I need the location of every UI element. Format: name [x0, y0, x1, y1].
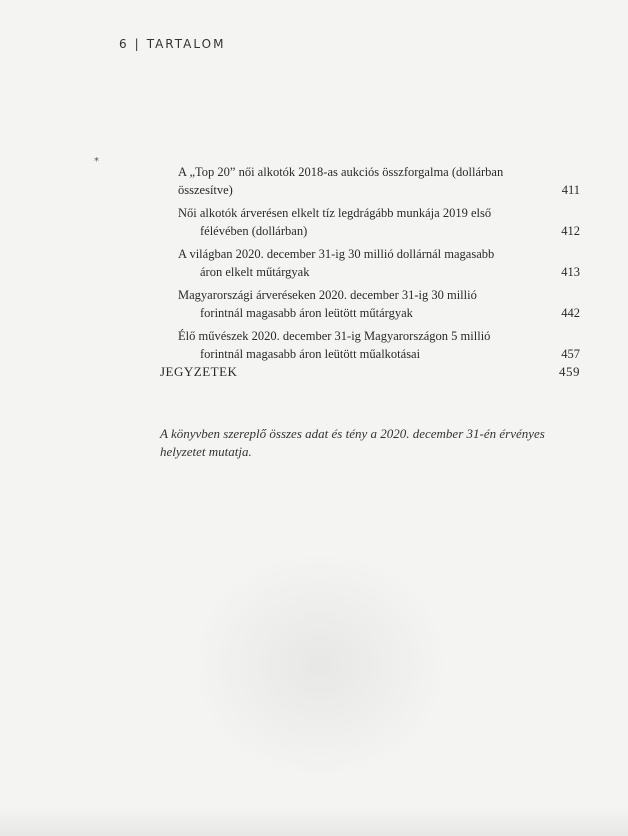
toc-entry-title: Női alkotók árverésen elkelt tíz legdrágább munkája 2019 első — [178, 206, 492, 220]
page-bottom-shade — [0, 806, 628, 836]
toc-entry-page: 413 — [561, 265, 580, 279]
section-title: JEGYZETEK — [160, 364, 238, 379]
running-header — [119, 37, 225, 51]
toc-entry — [178, 327, 580, 363]
toc-entry-title-cont: áron elkelt műtárgyak — [200, 265, 310, 279]
toc-entry — [178, 204, 580, 240]
toc-entry — [178, 245, 580, 281]
toc-section-notes — [160, 364, 580, 380]
margin-marker: * — [94, 156, 99, 167]
section-page: 459 — [559, 364, 580, 379]
toc-entry-page: 457 — [561, 347, 580, 361]
bleed-through-shadow — [190, 550, 450, 780]
toc-entry-title-cont: forintnál magasabb áron leütött műalkotásai — [200, 347, 421, 361]
toc-entry-page: 411 — [561, 183, 580, 197]
data-validity-note: A könyvben szereplő összes adat és tény a 2020. december 31-én érvényes helyzetet mutatja. — [160, 426, 545, 459]
header-title: TARTALOM — [146, 37, 226, 51]
toc-entry — [178, 286, 580, 322]
toc-entry-page: 442 — [561, 306, 580, 320]
toc-entry-title: A „Top 20” női alkotók 2018-as aukciós összforgalma (dollárban összesítve) — [178, 165, 504, 197]
toc-entry-page: 412 — [561, 224, 580, 238]
toc-entry-title: Élő művészek 2020. december 31-ig Magyarországon 5 millió — [178, 329, 491, 343]
toc-list — [178, 163, 580, 368]
header-separator: | — [134, 37, 141, 51]
page-number: 6 — [119, 37, 129, 51]
toc-entry — [178, 163, 580, 199]
toc-entry-title-cont: forintnál magasabb áron leütött műtárgyak — [200, 306, 413, 320]
toc-entry-title-cont: félévében (dollárban) — [200, 224, 308, 238]
toc-entry-title: Magyarországi árveréseken 2020. december 31-ig 30 millió — [178, 288, 477, 302]
toc-entry-title: A világban 2020. december 31-ig 30 millió dollárnál magasabb — [178, 247, 495, 261]
